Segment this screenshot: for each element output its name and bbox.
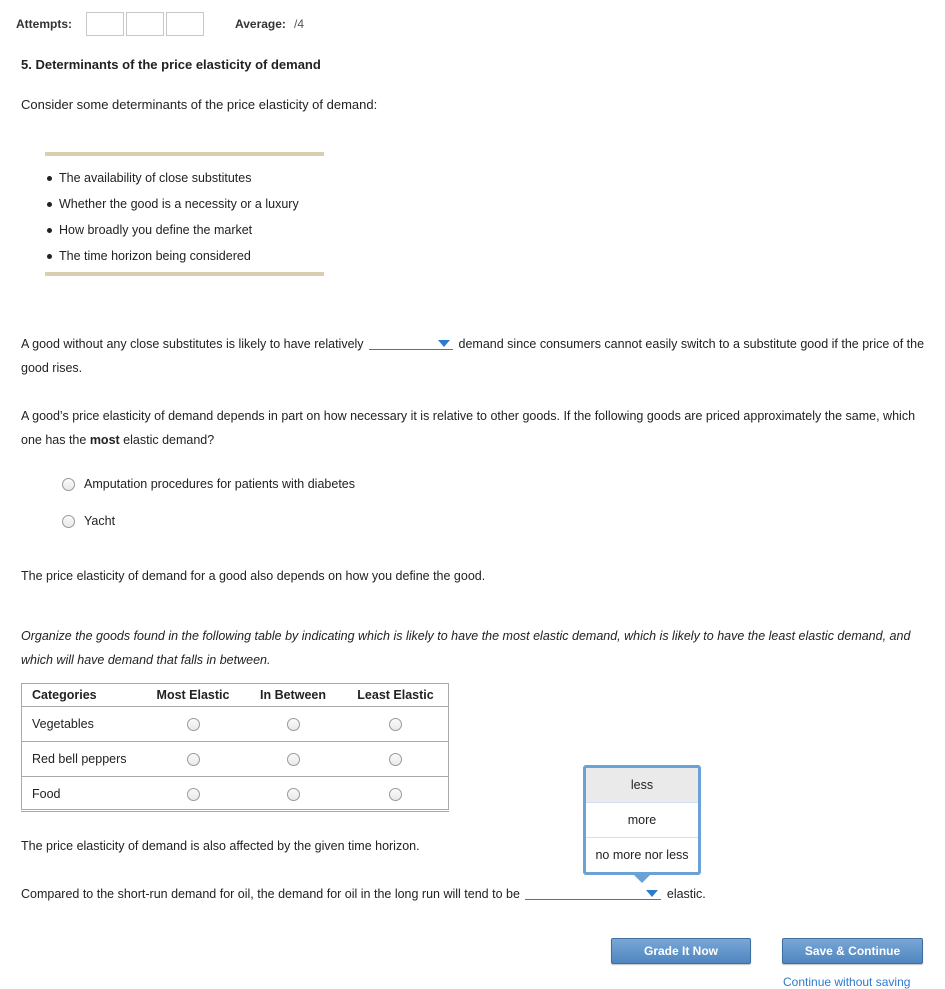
grade-it-now-button[interactable]: Grade It Now bbox=[611, 938, 751, 964]
attempt-box-2 bbox=[126, 12, 164, 36]
attempts-label: Attempts: bbox=[16, 17, 72, 31]
row-label: Vegetables bbox=[21, 707, 142, 742]
option-label: Amputation procedures for patients with diabetes bbox=[84, 477, 355, 491]
dropdown-option-more[interactable]: more bbox=[586, 803, 698, 838]
table-row bbox=[21, 707, 449, 742]
dropdown-menu bbox=[583, 765, 701, 875]
chevron-down-icon bbox=[438, 340, 450, 347]
column-header: Most Elastic bbox=[142, 683, 244, 707]
column-header: In Between bbox=[244, 683, 342, 707]
average-label: Average: bbox=[235, 17, 286, 31]
time-horizon-text: The price elasticity of demand is also affected by the given time horizon. bbox=[21, 839, 420, 853]
radio-in-between[interactable] bbox=[287, 753, 300, 766]
radio-in-between[interactable] bbox=[287, 718, 300, 731]
organize-instructions: Organize the goods found in the following table by indicating which is likely to have the most elastic demand, which is likely to have the least elastic demand, and which will have demand that falls in between. bbox=[21, 629, 911, 667]
q2-text: A good’s price elasticity of demand depends in part on how necessary it is relative to other goods. If the following goods are priced approximately the same, which one has the bbox=[21, 409, 916, 447]
column-header: Least Elastic bbox=[342, 683, 449, 707]
radio-button[interactable] bbox=[62, 478, 75, 491]
q2-emphasis: most bbox=[89, 433, 120, 447]
dropdown-option-no-more-nor-less[interactable]: no more nor less bbox=[595, 848, 689, 862]
q2-paragraph bbox=[21, 404, 931, 452]
intro-text: Consider some determinants of the price elasticity of demand: bbox=[21, 97, 378, 112]
radio-most-elastic[interactable] bbox=[187, 718, 200, 731]
row-label: Red bell peppers bbox=[21, 742, 142, 777]
option-label: Yacht bbox=[84, 514, 116, 528]
chevron-down-icon bbox=[646, 890, 658, 897]
q4-text-before: Compared to the short-run demand for oil, the demand for oil in the long run will tend to be bbox=[21, 887, 520, 901]
q4-text-after: elastic. bbox=[666, 887, 706, 901]
attempt-box-3 bbox=[166, 12, 204, 36]
save-continue-button[interactable]: Save & Continue bbox=[782, 938, 923, 964]
elasticity-table bbox=[21, 683, 449, 812]
determinants-box bbox=[45, 152, 324, 276]
radio-most-elastic[interactable] bbox=[187, 788, 200, 801]
dropdown-pointer bbox=[634, 875, 650, 883]
dropdown-option-less[interactable]: less bbox=[586, 768, 698, 803]
determinant-item: The time horizon being considered bbox=[45, 246, 299, 272]
radio-least-elastic[interactable] bbox=[389, 788, 402, 801]
row-label: Food bbox=[21, 777, 142, 812]
radio-least-elastic[interactable] bbox=[389, 753, 402, 766]
radio-in-between[interactable] bbox=[287, 788, 300, 801]
define-good-text: The price elasticity of demand for a good also depends on how you define the good. bbox=[21, 569, 486, 583]
radio-most-elastic[interactable] bbox=[187, 753, 200, 766]
q1-text-after: demand since consumers cannot easily switch to a substitute good if the price of the good rises. bbox=[21, 337, 925, 375]
question-title: 5. Determinants of the price elasticity of demand bbox=[21, 57, 321, 72]
attempt-box-1 bbox=[86, 12, 124, 36]
q1-paragraph bbox=[21, 332, 931, 380]
q2-option-yacht[interactable] bbox=[62, 511, 115, 531]
q4-dropdown[interactable] bbox=[525, 885, 661, 900]
determinant-item: Whether the good is a necessity or a luxury bbox=[45, 194, 299, 220]
q2-text-end: elastic demand? bbox=[119, 433, 215, 447]
column-header: Categories bbox=[21, 683, 142, 707]
q1-text-before: A good without any close substitutes is likely to have relatively bbox=[21, 337, 364, 351]
q4-paragraph bbox=[21, 882, 931, 906]
radio-least-elastic[interactable] bbox=[389, 718, 402, 731]
q2-option-amputation[interactable] bbox=[62, 474, 355, 494]
q1-dropdown[interactable] bbox=[369, 335, 453, 350]
continue-without-saving-link[interactable]: Continue without saving bbox=[783, 975, 911, 989]
table-row bbox=[21, 777, 449, 812]
average-value: /4 bbox=[294, 17, 305, 31]
determinant-item: How broadly you define the market bbox=[45, 220, 299, 246]
table-row bbox=[21, 742, 449, 777]
determinants-list bbox=[45, 168, 299, 272]
determinant-item: The availability of close substitutes bbox=[45, 168, 299, 194]
radio-button[interactable] bbox=[62, 515, 75, 528]
